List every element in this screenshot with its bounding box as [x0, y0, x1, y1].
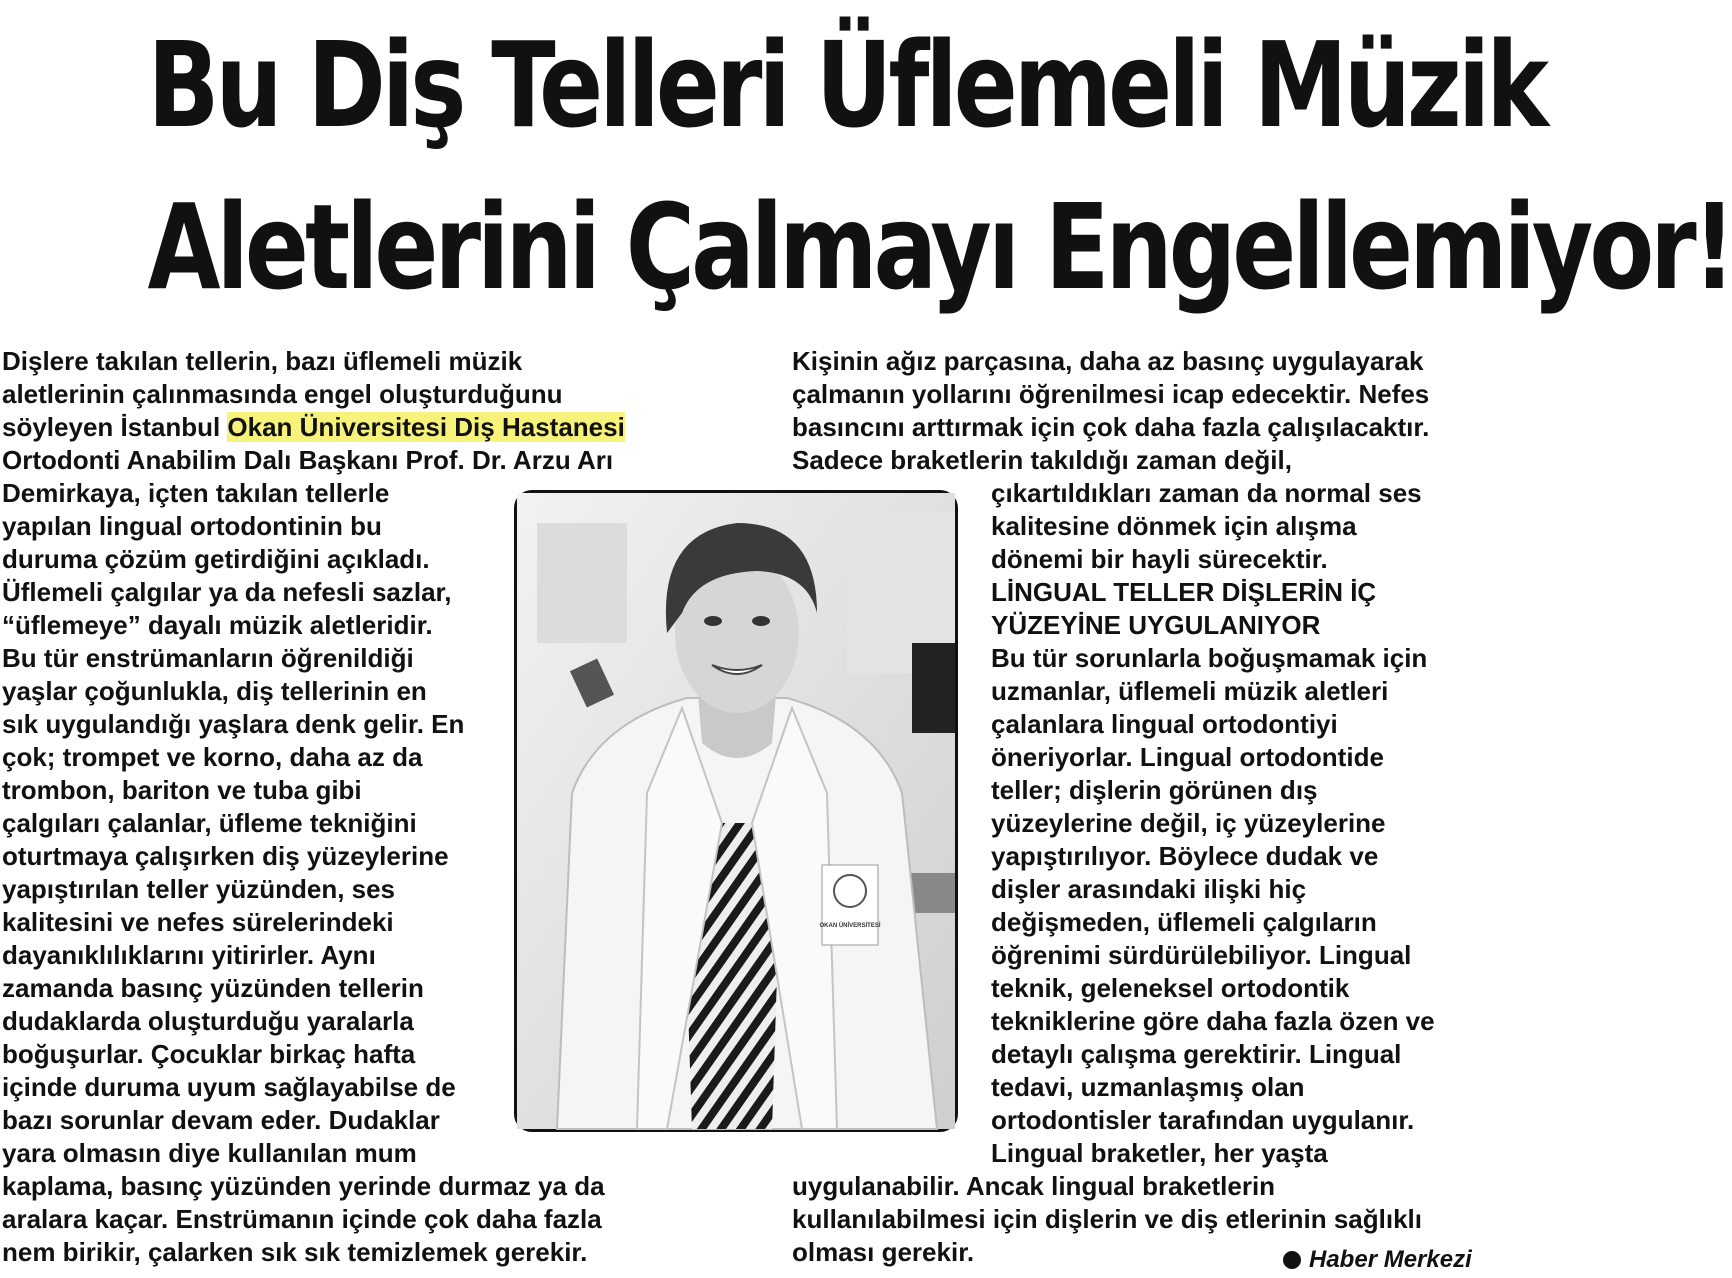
- left-line: oturtmaya çalışırken diş yüzeylerine: [2, 841, 449, 871]
- subheading-line-1: LİNGUAL TELLER DİŞLERİN İÇ: [991, 577, 1377, 607]
- left-line: aralara kaçar. Enstrümanın içinde çok daha fazla: [2, 1204, 602, 1234]
- left-line: nem birikir, çalarken sık sık temizlemek gerekir.: [2, 1237, 588, 1267]
- left-line: çok; trompet ve korno, daha az da: [2, 742, 423, 772]
- subheading-line-2: YÜZEYİNE UYGULANIYOR: [991, 610, 1321, 640]
- left-line: “üflemeye” dayalı müzik aletleridir.: [2, 610, 433, 640]
- right-line: detaylı çalışma gerektirir. Lingual: [991, 1039, 1402, 1069]
- right-line: değişmeden, üflemeli çalgıların: [991, 907, 1377, 937]
- right-line: çalanlara lingual ortodontiyi: [991, 709, 1338, 739]
- author-credit: [1283, 1246, 1472, 1274]
- right-line: öğrenimi sürdürülebiliyor. Lingual: [991, 940, 1412, 970]
- portrait-illustration: [517, 493, 955, 1129]
- right-line: dönemi bir hayli sürecektir.: [991, 544, 1328, 574]
- left-line: yaşlar çoğunlukla, diş tellerinin en: [2, 676, 427, 706]
- left-line: aletlerinin çalınmasında engel oluşturduğunu: [2, 379, 563, 409]
- portrait-photo: [514, 490, 958, 1132]
- highlighted-institution: Okan Üniversitesi Diş Hastanesi: [227, 412, 625, 442]
- right-line: Bu tür sorunlarla boğuşmamak için: [991, 643, 1428, 673]
- right-line: yapıştırılıyor. Böylece dudak ve: [991, 841, 1379, 871]
- right-line: Lingual braketler, her yaşta: [991, 1138, 1328, 1168]
- right-line: uzmanlar, üflemeli müzik aletleri: [991, 676, 1389, 706]
- left-line: zamanda basınç yüzünden tellerin: [2, 973, 424, 1003]
- left-line: yapılan lingual ortodontinin bu: [2, 511, 382, 541]
- left-line: dayanıklılıklarını yitirirler. Aynı: [2, 940, 376, 970]
- right-line: yüzeylerine değil, iç yüzeylerine: [991, 808, 1386, 838]
- left-line: yapıştırılan teller yüzünden, ses: [2, 874, 396, 904]
- right-line: ortodontisler tarafından uygulanır.: [991, 1105, 1415, 1135]
- left-line: çalgıları çalanlar, üfleme tekniğini: [2, 808, 417, 838]
- left-line: duruma çözüm getirdiğini açıkladı.: [2, 544, 430, 574]
- left-line: Üflemeli çalgılar ya da nefesli sazlar,: [2, 577, 452, 607]
- left-line: [2, 411, 625, 444]
- right-line: tekniklerine göre daha fazla özen ve: [991, 1006, 1435, 1036]
- right-line: basıncını arttırmak için çok daha fazla çalışılacaktır.: [792, 412, 1430, 442]
- right-line: uygulanabilir. Ancak lingual braketlerin: [792, 1171, 1276, 1201]
- left-line: Ortodonti Anabilim Dalı Başkanı Prof. Dr. Arzu Arı: [2, 445, 614, 475]
- left-line: boğuşurlar. Çocuklar birkaç hafta: [2, 1039, 416, 1069]
- left-line-text: söyleyen İstanbul: [2, 412, 228, 442]
- right-line: dişler arasındaki ilişki hiç: [991, 874, 1307, 904]
- left-line: bazı sorunlar devam eder. Dudaklar: [2, 1105, 440, 1135]
- right-line: kalitesine dönmek için alışma: [991, 511, 1357, 541]
- coat-badge-text: OKAN ÜNİVERSİTESİ: [819, 923, 881, 929]
- left-line: dudaklarda oluşturduğu yaralarla: [2, 1006, 414, 1036]
- right-line: tedavi, uzmanlaşmış olan: [991, 1072, 1305, 1102]
- right-line: teller; dişlerin görünen dış: [991, 775, 1318, 805]
- headline-line-1: Bu Diş Telleri Üflemeli Müzik: [147, 16, 1545, 154]
- left-line: sık uygulandığı yaşlara denk gelir. En: [2, 709, 465, 739]
- right-line: teknik, geleneksel ortodontik: [991, 973, 1350, 1003]
- left-line: kaplama, basınç yüzünden yerinde durmaz ya da: [2, 1171, 605, 1201]
- right-line: çıkartıldıkları zaman da normal ses: [991, 478, 1422, 508]
- bullet-icon: [1283, 1251, 1301, 1269]
- left-line: kalitesini ve nefes sürelerindeki: [2, 907, 394, 937]
- left-line: içinde duruma uyum sağlayabilse de: [2, 1072, 456, 1102]
- right-line: kullanılabilmesi için dişlerin ve diş etlerinin sağlıklı: [792, 1204, 1423, 1234]
- right-line: Sadece braketlerin takıldığı zaman değil,: [792, 445, 1292, 475]
- left-line: trombon, bariton ve tuba gibi: [2, 775, 362, 805]
- right-line: öneriyorlar. Lingual ortodontide: [991, 742, 1384, 772]
- right-line: Kişinin ağız parçasına, daha az basınç uygulayarak: [792, 346, 1424, 376]
- headline-line-2: Aletlerini Çalmayı Engellemiyor!: [147, 178, 1732, 316]
- right-line: olması gerekir.: [792, 1237, 975, 1267]
- left-line: Demirkaya, içten takılan tellerle: [2, 478, 390, 508]
- left-line: yara olmasın diye kullanılan mum: [2, 1138, 417, 1168]
- left-line: Dişlere takılan tellerin, bazı üflemeli müzik: [2, 346, 523, 376]
- left-line: Bu tür enstrümanların öğrenildiği: [2, 643, 414, 673]
- author-credit-text: Haber Merkezi: [1309, 1246, 1472, 1273]
- right-line: çalmanın yollarını öğrenilmesi icap edecektir. Nefes: [792, 379, 1430, 409]
